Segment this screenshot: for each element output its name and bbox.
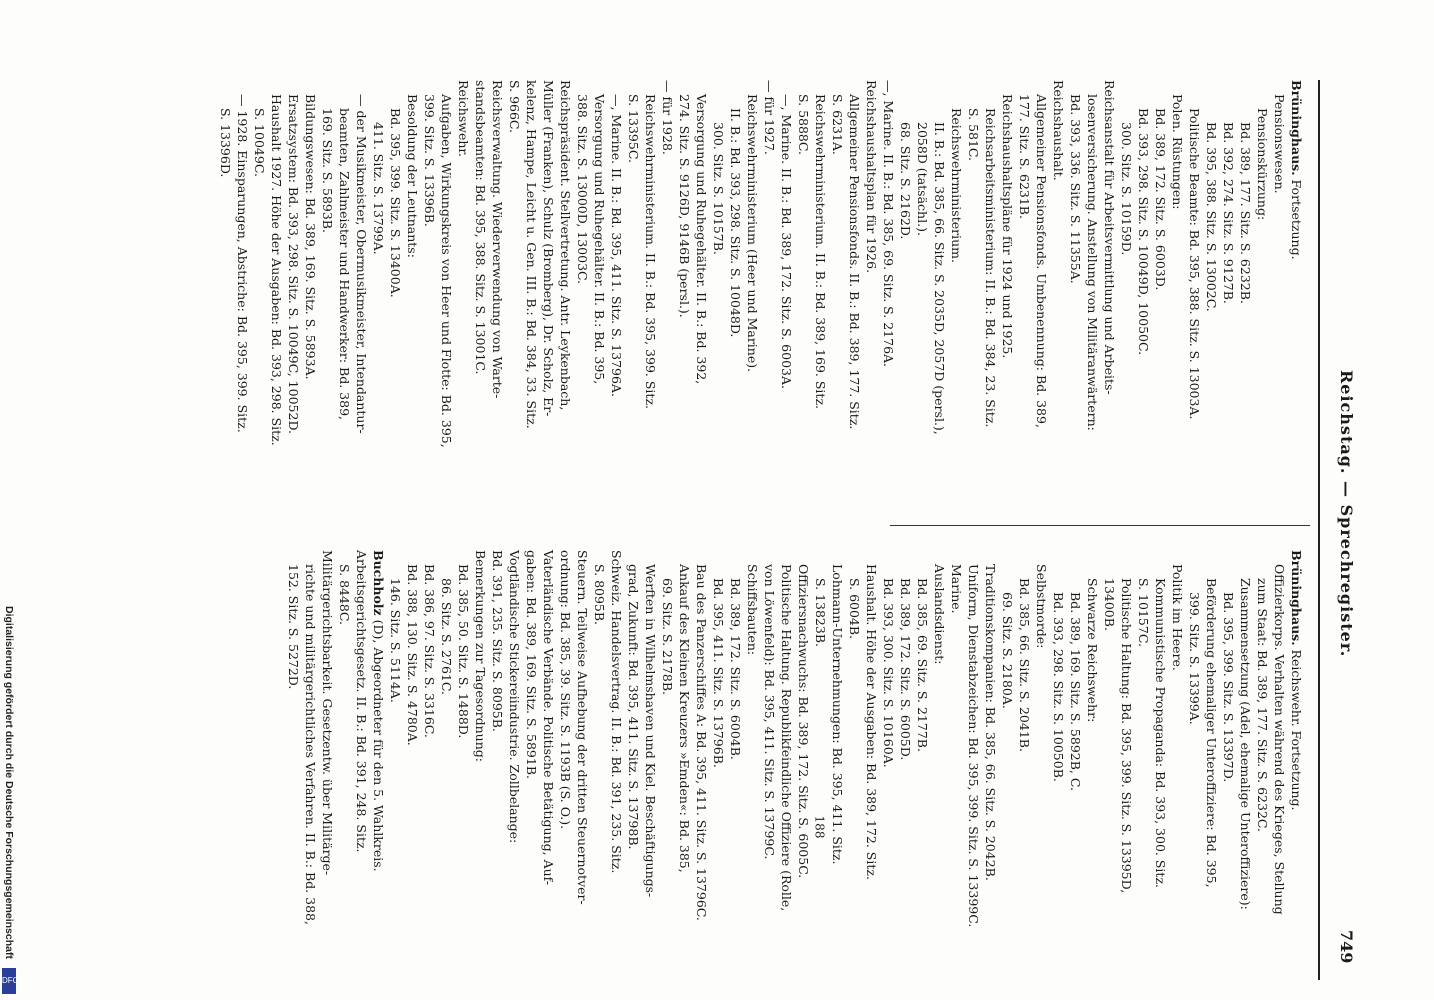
index-entry: 399. Sitz. S. 13399A. <box>1187 592 1202 725</box>
index-entry: Bd. 392, 274. Sitz. S. 9127B. <box>1221 122 1236 304</box>
index-entry: — 1928. Einsparungen, Abstriche: Bd. 395, 399. Sitz. <box>235 94 250 433</box>
index-entry: S. 10157C. <box>1136 578 1151 647</box>
index-entry: Haushalt. Höhe der Ausgaben: Bd. 389, 172. Sitz. <box>864 564 879 880</box>
index-entry: Bd. 391, 235. Sitz. S. 8095B. <box>490 550 505 732</box>
page-title: Reichstag. — Sprechregister. <box>1337 370 1356 658</box>
index-column-left <box>285 550 1305 970</box>
index-entry: Bau des Panzerschiffes A: Bd. 395, 411. Sitz. S. 13796C. <box>694 564 709 921</box>
index-entry: 68. Sitz. S. 2162D. <box>898 122 913 240</box>
index-entry: Bd. 389, 172. Sitz. S. 6005D. <box>898 578 913 761</box>
index-entry: standsbeamten: Bd. 395, 388. Sitz. S. 13001C. <box>473 80 488 375</box>
index-entry: Selbstmorde: <box>1034 564 1049 649</box>
index-entry: Reichswehrministerium. II. B.: Bd. 395, 399. Sitz. <box>643 94 658 410</box>
index-column-right <box>217 80 1305 500</box>
index-entry: Versorgung und Ruhegehälter. II. B.: Bd. 392, <box>694 94 709 385</box>
index-entry: —, Marine. II. B.: Bd. 385, 69. Sitz. S. 2176A. <box>881 80 896 368</box>
index-entry: S. 13396D. <box>218 108 233 178</box>
index-entry: 86. Sitz. S. 2761C. <box>439 578 454 695</box>
index-entry: Reichsarbeitsministerium: II. B.: Bd. 384, 23. Sitz. <box>983 108 998 428</box>
index-entry: Reichspräsident. Stellvertretung. Antr. Leykenbach, <box>558 80 573 411</box>
index-entry: Haushalt 1927. Höhe der Ausgaben: Bd. 393, 298. Sitz. <box>269 94 284 446</box>
index-entry: von Löwenfeld): Bd. 395, 411. Sitz. S. 13799C. <box>762 564 777 860</box>
index-entry: Bd. 393, 300. Sitz. S. 10160A. <box>881 578 896 768</box>
index-entry: 152. Sitz. S. 5272D. <box>286 564 301 690</box>
index-entry: 146. Sitz. S. 5114A. <box>388 578 403 703</box>
index-entry: Schiffsbauten: <box>745 564 760 656</box>
digitization-credit <box>4 605 18 995</box>
index-entry: Bemerkungen zur Tagesordnung: <box>473 550 488 762</box>
index-entry: S. 8095B. <box>592 564 607 626</box>
index-entry: Reichshaushalt. <box>1051 80 1066 181</box>
index-entry: Arbeitsgerichtsgesetz. II. B.: Bd. 391, 248. Sitz. <box>354 550 369 853</box>
index-entry: 411. Sitz. S. 13799A. <box>371 122 386 255</box>
index-entry: 69. Sitz. S. 2178B. <box>660 578 675 696</box>
index-entry: Bd. 395, 399. Sitz. S. 13397D. <box>1221 592 1236 783</box>
dfg-logo: DFG <box>2 968 16 994</box>
index-entry: Reichswehr. <box>456 80 471 157</box>
index-entry: Reichsverwaltung. Wiederverwendung von Warte- <box>490 80 505 399</box>
index-entry: II. B.: Bd. 393, 298. Sitz. S. 10048D. <box>728 108 743 338</box>
column-divider <box>890 525 1310 526</box>
index-entry: Politische Beamte: Bd. 395, 388. Sitz. S. 13003A. <box>1187 108 1202 420</box>
page-header <box>1330 80 1360 980</box>
index-entry: 388. Sitz. S. 13000D, 13003C. <box>575 94 590 285</box>
index-entry: Bd. 389, 177. Sitz. S. 6232B. <box>1238 122 1253 304</box>
index-entry: Reichswehrministerium. <box>949 108 964 263</box>
index-entry: — für 1928. <box>660 80 675 155</box>
index-entry: S. 966C. <box>507 80 522 134</box>
index-entry: gaben: Bd. 389, 169. Sitz. S. 5891B. <box>524 550 539 779</box>
index-entry: Allgemeiner Pensionsfonds. Umbenennung: Bd. 389, <box>1034 94 1049 428</box>
index-entry: Bd. 389, 172. Sitz. S. 6004B. <box>728 578 743 760</box>
index-entry: Militärgerichtsbarkeit. Gesetzentw. über Militärge- <box>320 550 335 876</box>
index-entry: 13400B. <box>1102 578 1117 631</box>
index-entry: Reichswehrministerium (Heer und Marine). <box>745 94 760 373</box>
index-entry: —, Marine. II. B.: Bd. 389, 172. Sitz. S. 6003A. <box>779 94 794 389</box>
index-entry: Lohmann-Unternehmungen: Bd. 395, 411. Sitz. <box>830 564 845 865</box>
index-entry: zum Staat: Bd. 389, 177. Sitz. S. 6232C. <box>1255 578 1270 832</box>
index-entry: Brüninghaus. Fortsetzung. <box>1289 80 1304 260</box>
index-entry: kelenz, Hampe, Leicht u. Gen. III. B.: Bd. 384, 33. Sitz. <box>524 80 539 429</box>
index-entry: Beförderung ehemaliger Unteroffiziere: Bd. 395, <box>1204 578 1219 888</box>
rotated-page-content <box>60 80 1360 980</box>
index-entry: Reichshaushaltsplan für 1926. <box>864 80 879 274</box>
index-entry: losenversicherung. Anstellung von Militäranwärtern: <box>1085 94 1100 431</box>
index-entry: Politische Haltung: Bd. 395, 399. Sitz. S. 13395D, <box>1119 578 1134 894</box>
index-entry: Polen. Rüstungen: <box>1170 94 1185 210</box>
index-entry: Brüninghaus. Reichswehr. Fortsetzung. <box>1289 550 1304 811</box>
index-entry: Werften in Wilhelmshaven und Kiel. Beschäftigungs- <box>643 564 658 898</box>
index-entry: Ankauf des Kleinen Kreuzers »Emden«: Bd. 385, <box>677 564 692 873</box>
index-entry: Besoldung der Leutnants: <box>405 94 420 258</box>
index-entry: S. 8448C. <box>337 564 352 625</box>
index-entry: — für 1927. <box>762 80 777 155</box>
index-entry: Bd. 395, 411. Sitz. S. 13796B. <box>711 578 726 768</box>
index-entry: — der Musikmeister, Obermusikmeister, Intendantur- <box>354 94 369 434</box>
index-entry: Bd. 388, 130. Sitz. S. 4780A. <box>405 564 420 746</box>
index-entry: —, Marine. II. B.: Bd. 395, 411. Sitz. S. 13796A. <box>609 94 624 397</box>
index-entry: 300. Sitz. S. 10159D. <box>1119 122 1134 256</box>
index-entry: Allgemeiner Pensionsfonds. II. B.: Bd. 389, 177. Sitz. <box>847 94 862 430</box>
index-entry: Offiziersnachwuchs: Bd. 389, 172. Sitz. S. 6005C. <box>796 564 811 879</box>
index-entry: 2058D (tatsächl.). <box>915 122 930 236</box>
index-entry: Bd. 389, 172. Sitz. S. 6003D. <box>1153 108 1168 291</box>
index-entry: Vogtländische Stickereiindustrie. Zollbelange: <box>507 550 522 844</box>
index-entry: Schwarze Reichswehr: <box>1085 578 1100 723</box>
index-entry: Reichshaushaltspläne für 1924 und 1925. <box>1000 94 1015 359</box>
index-entry: Offizierkorps. Verhalten während des Krieges, Stellung <box>1272 564 1287 915</box>
index-entry: Auslandsdienst: <box>932 564 947 665</box>
index-entry: Bd. 393, 298. Sitz. S. 10049D, 10050C. <box>1136 108 1151 356</box>
index-entry: 177. Sitz. S. 6231B. <box>1017 94 1032 219</box>
index-entry: Versorgung und Ruhegehälter. II. B.: Bd. 395, <box>592 94 607 385</box>
index-entry: 274. Sitz. S. 9126D, 9146B (persl.). <box>677 94 692 318</box>
index-entry: Müller (Franken), Schulz (Bromberg), Dr. Scholz, Er- <box>541 80 556 417</box>
index-entry: Marine. <box>949 564 964 614</box>
index-entry: S. 6231A. <box>830 94 845 155</box>
index-entry: Bd. 385, 50. Sitz. S. 1488D. <box>456 564 471 739</box>
header-rule <box>1318 80 1320 980</box>
index-entry: Aufgaben, Wirkungskreis von Heer und Flotte: Bd. 395, <box>439 94 454 448</box>
index-entry: S. 5888C. <box>796 94 811 155</box>
index-entry: Zusammensetzung (Adel, ehemalige Unteroffiziere): <box>1238 578 1253 910</box>
index-entry: 300. Sitz. S. 10157B. <box>711 122 726 255</box>
index-entry: Traditionskompanien: Bd. 385, 66. Sitz. S. 2042B. <box>983 564 998 881</box>
index-entry: 69. Sitz. S. 2180A. <box>1000 592 1015 709</box>
index-entry: Politische Haltung. Republikfeindliche Offiziere (Rolle, <box>779 564 794 912</box>
index-entry: Bd. 385, 69. Sitz. S. 2177B. <box>915 578 930 752</box>
index-entry: Uniform, Dienstabzeichen: Bd. 395, 399. Sitz. S. 13399C. <box>966 564 981 928</box>
index-entry: Steuern. Teilweise Aufhebung der dritten Steuernotver- <box>575 550 590 905</box>
index-entry: Bd. 386, 97. Sitz. S. 3316C. <box>422 564 437 738</box>
index-entry: richte und militärgerichtliches Verfahren. II. B.: Bd. 388, <box>303 564 318 925</box>
index-entry: Pensionskürzung: <box>1255 108 1270 221</box>
index-entry: Bd. 385, 66. Sitz. S. 2041B. <box>1017 578 1032 752</box>
index-entry: 169. Sitz. S. 5893B. <box>320 108 335 233</box>
folio-number: 188 <box>812 815 827 839</box>
index-entry: ordnung: Bd. 385, 39. Sitz. S. 1193B (S. O.). <box>558 550 573 830</box>
index-entry: Pensionswesen. <box>1272 94 1287 194</box>
index-entry: S. 581C. <box>966 108 981 162</box>
index-entry: Politik im Heere. <box>1170 564 1185 671</box>
page-number: 749 <box>1337 930 1356 964</box>
index-entry: Bd. 389, 169. Sitz. S. 5892B, C. <box>1068 592 1083 791</box>
index-entry: S. 10049C. <box>252 108 267 177</box>
index-entry: 399. Sitz. S. 13396B. <box>422 94 437 227</box>
index-entry: Reichsanstalt für Arbeitsvermittlung und Arbeits- <box>1102 80 1117 395</box>
index-entry: S. 13823B. <box>813 578 828 647</box>
index-entry: S. 6004B. <box>847 578 862 640</box>
index-entry: Buchholz (D), Abgeordneter für den 5. Wahlkreis. <box>371 550 386 872</box>
index-entry: Bd. 395, 388. Sitz. S. 13002C. <box>1204 122 1219 312</box>
credit-text: Digitalisierung gefördert durch die Deutsche Forschungsgemeinschaft <box>3 606 15 959</box>
index-entry: Schweiz. Handelsvertrag. II. B.: Bd. 391, 235. Sitz. <box>609 550 624 874</box>
index-entry: II. B.: Bd. 385, 66. Sitz. S. 2035D, 2057D (persl.), <box>932 122 947 435</box>
index-entry: Reichswehrministerium. II. B.: Bd. 389, 169. Sitz. <box>813 94 828 410</box>
index-entry: Bd. 395, 399. Sitz. S. 13400A. <box>388 108 403 298</box>
index-entry: S. 13395C. <box>626 94 641 163</box>
index-entry: Bildungswesen: Bd. 389, 169. Sitz. S. 5893A. <box>303 94 318 380</box>
index-entry: Vaterländische Verbände. Politische Betätigung, Auf- <box>541 550 556 886</box>
index-entry: beamten, Zahlmeister und Handwerker: Bd. 389, <box>337 108 352 420</box>
index-entry: Bd. 393, 298. Sitz. S. 10050B. <box>1051 592 1066 782</box>
index-entry: grad, Zukunft: Bd. 395, 411. Sitz. S. 13798B. <box>626 564 641 850</box>
index-entry: Kommunistische Propaganda: Bd. 393, 300. Sitz. <box>1153 578 1168 889</box>
index-entry: Bd. 393, 336. Sitz. S. 11355A. <box>1068 94 1083 284</box>
index-entry: Ersatzsystem: Bd. 393, 298. Sitz. S. 10049C, 10052D. <box>286 94 301 434</box>
